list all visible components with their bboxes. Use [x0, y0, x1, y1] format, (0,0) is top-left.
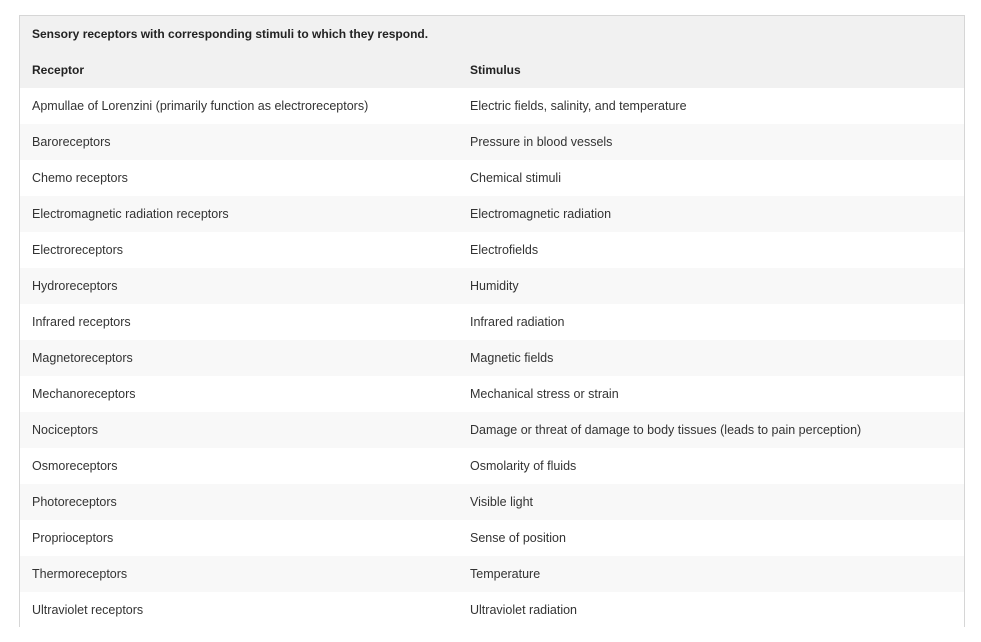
cell-receptor: Ultraviolet receptors	[32, 603, 144, 617]
cell-receptor: Apmullae of Lorenzini (primarily function as electroreceptors)	[32, 99, 369, 113]
cell-stimulus: Electrofields	[470, 243, 539, 257]
header-row	[20, 52, 964, 88]
cell-stimulus: Mechanical stress or strain	[470, 387, 619, 401]
cell-stimulus: Electric fields, salinity, and temperature	[470, 99, 687, 113]
table-row	[20, 340, 964, 376]
table-row	[20, 412, 964, 448]
cell-receptor: Magnetoreceptors	[32, 351, 133, 365]
table-body	[20, 88, 964, 628]
cell-stimulus: Sense of position	[470, 531, 566, 545]
table-row	[20, 88, 964, 124]
cell-receptor: Infrared receptors	[32, 315, 131, 329]
cell-receptor: Thermoreceptors	[32, 567, 128, 581]
table-caption: Sensory receptors with corresponding stimuli to which they respond.	[20, 16, 964, 52]
table-row	[20, 160, 964, 196]
header-stimulus: Stimulus	[470, 63, 521, 77]
cell-stimulus: Visible light	[470, 495, 534, 509]
table-row	[20, 124, 964, 160]
cell-stimulus: Pressure in blood vessels	[470, 135, 613, 149]
cell-stimulus: Temperature	[470, 567, 541, 581]
table-row	[20, 556, 964, 592]
cell-stimulus: Osmolarity of fluids	[470, 459, 577, 473]
cell-receptor: Hydroreceptors	[32, 279, 118, 293]
receptor-stimulus-table	[20, 52, 964, 628]
table-row	[20, 376, 964, 412]
cell-receptor: Mechanoreceptors	[32, 387, 136, 401]
table-row	[20, 484, 964, 520]
cell-stimulus: Chemical stimuli	[470, 171, 561, 185]
table-row	[20, 196, 964, 232]
table-row	[20, 232, 964, 268]
cell-stimulus: Ultraviolet radiation	[470, 603, 577, 617]
table-header	[20, 52, 964, 88]
receptor-table-container	[19, 15, 965, 627]
table-row	[20, 268, 964, 304]
cell-stimulus: Damage or threat of damage to body tissues (leads to pain perception)	[470, 423, 862, 437]
cell-stimulus: Magnetic fields	[470, 351, 554, 365]
cell-receptor: Chemo receptors	[32, 171, 128, 185]
cell-stimulus: Electromagnetic radiation	[470, 207, 612, 221]
table-row	[20, 520, 964, 556]
cell-receptor: Photoreceptors	[32, 495, 117, 509]
cell-receptor: Nociceptors	[32, 423, 98, 437]
cell-receptor: Baroreceptors	[32, 135, 111, 149]
header-receptor: Receptor	[32, 63, 85, 77]
cell-receptor: Osmoreceptors	[32, 459, 118, 473]
cell-receptor: Proprioceptors	[32, 531, 114, 545]
table-row	[20, 448, 964, 484]
cell-stimulus: Infrared radiation	[470, 315, 565, 329]
cell-receptor: Electromagnetic radiation receptors	[32, 207, 229, 221]
cell-stimulus: Humidity	[470, 279, 519, 293]
cell-receptor: Electroreceptors	[32, 243, 124, 257]
table-row	[20, 304, 964, 340]
table-row	[20, 592, 964, 628]
